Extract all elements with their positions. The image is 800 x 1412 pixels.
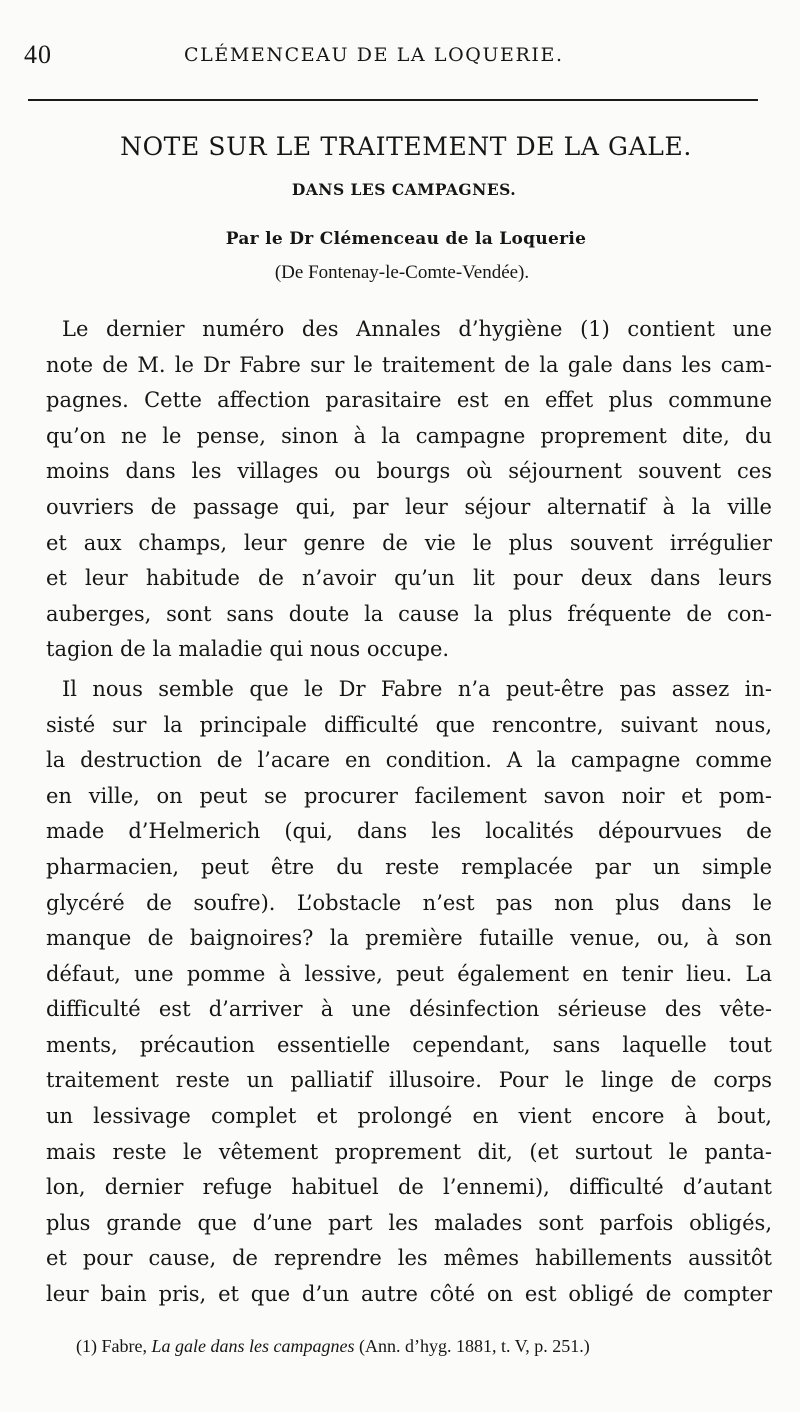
text-line: ouvriers de passage qui, par leur séjour alternatif à la ville xyxy=(46,494,772,519)
text-line: et aux champs, leur genre de vie le plus souvent irrégulier xyxy=(46,530,772,555)
text-line: ments, précaution essentielle cependant, sans laquelle tout xyxy=(46,1032,772,1057)
text-line: glycéré de soufre). L’obstacle n’est pas non plus dans le xyxy=(46,890,772,915)
text-line: pharmacien, peut être du reste remplacée par un simple xyxy=(46,854,772,879)
note-origin: (De Fontenay-le-Comte-Vendée). xyxy=(274,262,530,283)
text-line: qu’on ne le pense, sinon à la campagne proprement dite, du xyxy=(46,423,772,448)
text-line: difficulté est d’arriver à une désinfection sérieuse des vête- xyxy=(46,997,772,1022)
text-line: sisté sur la principale difficulté que rencontre, suivant nous, xyxy=(46,712,772,737)
note-title: NOTE SUR LE TRAITEMENT DE LA GALE. xyxy=(120,132,692,161)
header-rule xyxy=(28,99,758,101)
text-line: et pour cause, de reprendre les mêmes habillements aussitôt xyxy=(46,1246,772,1271)
text-line: défaut, une pomme à lessive, peut également en tenir lieu. La xyxy=(46,961,772,986)
note-author: Par le Dr Clémenceau de la Loquerie xyxy=(225,229,587,249)
page-number: 40 xyxy=(24,40,52,69)
text-line: Il nous semble que le Dr Fabre n’a peut-être pas assez in- xyxy=(62,676,772,701)
text-line: note de M. le Dr Fabre sur le traitement de la gale dans les cam- xyxy=(46,352,772,377)
text-line: traitement reste un palliatif illusoire. Pour le linge de corps xyxy=(46,1068,772,1093)
text-line: leur bain pris, et que d’un autre côté on est obligé de compter xyxy=(46,1282,772,1307)
text-line: moins dans les villages ou bourgs où séjournent souvent ces xyxy=(46,459,772,484)
text-line: made d’Helmerich (qui, dans les localités dépourvues de xyxy=(46,819,772,844)
footnote-cited-title: La gale dans les campagnes xyxy=(151,1336,355,1356)
footnote-citation: (Ann. d’hyg. 1881, t. V, p. 251.) xyxy=(354,1336,590,1356)
footnote xyxy=(76,1336,776,1357)
text-line: mais reste le vêtement proprement dit, (et surtout le panta- xyxy=(46,1139,772,1164)
text-line: tagion de la maladie qui nous occupe. xyxy=(46,637,450,662)
text-line: Le dernier numéro des Annales d’hygiène (1) contient une xyxy=(62,317,772,341)
footnote-ref: (1) Fabre, xyxy=(76,1336,152,1356)
text-line: la destruction de l’acare en condition. A la campagne comme xyxy=(46,748,772,773)
text-line: et leur habitude de n’avoir qu’un lit pour deux dans leurs xyxy=(46,566,772,591)
text-line: manque de baignoires? la première futaille venue, ou, à son xyxy=(46,926,772,951)
note-subtitle: DANS LES CAMPAGNES. xyxy=(291,180,517,199)
text-line: auberges, sont sans doute la cause la plus fréquente de con- xyxy=(46,601,772,626)
text-line: en ville, on peut se procurer facilement savon noir et pom- xyxy=(46,783,772,808)
text-line: lon, dernier refuge habituel de l’ennemi), difficulté d’autant xyxy=(46,1175,772,1200)
running-head-title: CLÉMENCEAU DE LA LOQUERIE. xyxy=(184,44,564,66)
text-line: plus grande que d’une part les malades sont parfois obligés, xyxy=(46,1210,772,1235)
text-line: un lessivage complet et prolongé en vient encore à bout, xyxy=(46,1104,772,1129)
text-line: pagnes. Cette affection parasitaire est en effet plus commune xyxy=(46,388,772,413)
running-head xyxy=(24,40,774,76)
body-text xyxy=(46,312,772,1313)
